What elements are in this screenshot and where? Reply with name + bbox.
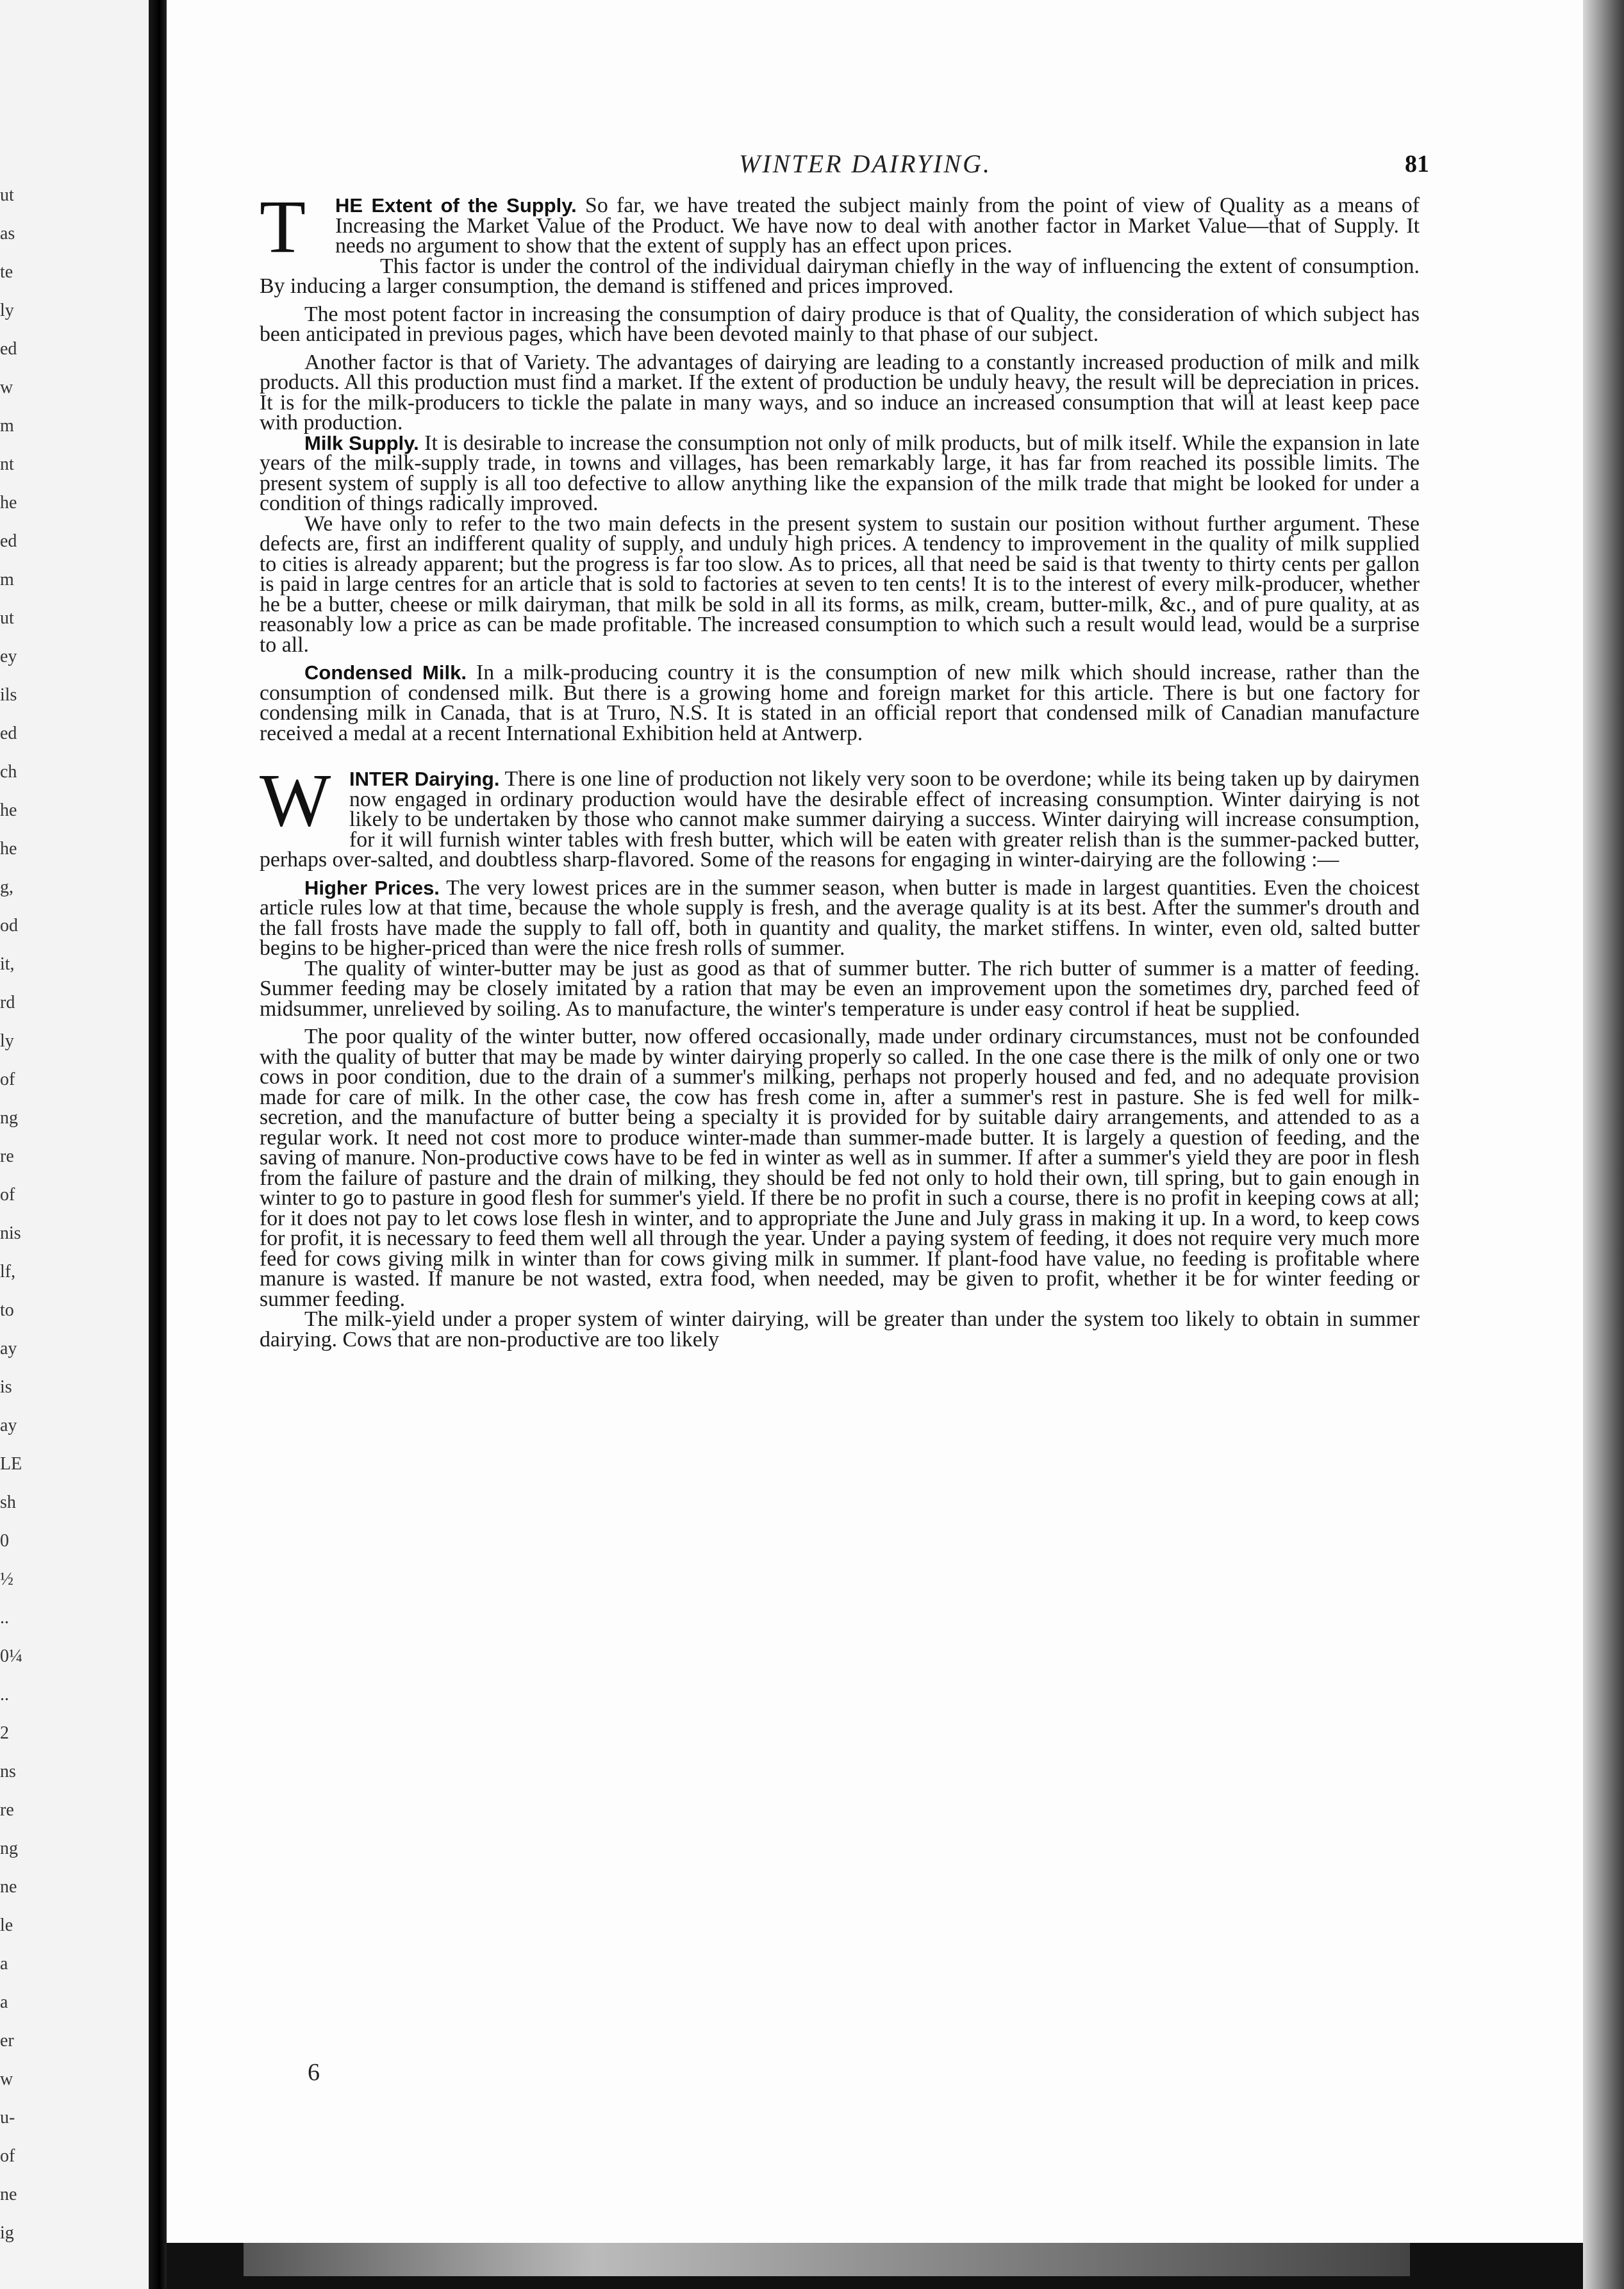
margin-fragment: w: [0, 2069, 13, 2089]
margin-fragment: re: [0, 1800, 14, 1820]
margin-fragment: u-: [0, 2108, 15, 2128]
paragraph: The poor quality of the winter butter, now offered occasionally, made under ordinary circumstances, must not be confounded with the quality of butter that may be made by winter dairying properly so called. In the one case there is the milk of only one or two cows in poor condition, due to the drain of a summer's milking, perhaps not properly housed and fed, and no adequate provision made for care of milk. In the other case, the cow has fresh come in, after a summer's rest in pasture. She is fed well for milk-secretion, and the manufacture of butter being a specialty it is provided for by suitable dairy arrangements, and attended to as a regular work. It need not cost more to produce winter-made than summer-made butter. It is largely a question of feeding, and the saving of manure. Non-productive cows have to be fed in winter as well as in summer. If after a summer's yield they are poor in flesh from the failure of pasture and the drain of milking, they should be fed not only to hold their own, till spring, but to gain enough in winter to go to pasture in good flesh for summer's yield. If there be no profit in such a course, there is no profit in keeping cows at all; for it does not pay to let cows lose flesh in winter, and to appropriate the June and July grass in making it up. In a word, to keep cows for profit, it is necessary to feed them well all through the year. Under a paying system of feeding, it does not require very much more feed for cows giving milk in winter than for cows giving milk in summer. If plant-food have value, no feeding is profitable where manure is wasted. If manure be not wasted, extra food, when needed, may be given to profit, whether it be for winter feeding or summer feeding.: [260, 1025, 1420, 1311]
margin-fragment: ly: [0, 301, 14, 320]
margin-fragment: ne: [0, 1877, 17, 1897]
margin-fragment: sh: [0, 1492, 16, 1512]
margin-fragment: a: [0, 1992, 8, 2012]
paragraph-winter-dairying: [260, 758, 1420, 872]
facing-page-strip: [0, 0, 149, 2289]
scanner-bottom-band: [244, 2243, 1410, 2276]
margin-fragment: ay: [0, 1416, 17, 1435]
margin-fragment: ed: [0, 723, 17, 743]
margin-fragment: 0¼: [0, 1646, 22, 1666]
margin-fragment: nis: [0, 1223, 21, 1243]
page-body: [260, 185, 1420, 1351]
margin-fragment: ey: [0, 647, 17, 666]
section-heading: Condensed Milk.: [304, 661, 467, 684]
paragraph-text: The very lowest prices are in the summer season, when butter is made in largest quantities. Even the choicest article rules low at that time, because the whole supply is fresh, and the average quality is at its best. After the summer's drouth and the fall frosts have made the supply to fall off, both in quantity and quality, the market stiffens. In winter, even old, salted butter begins to be higher-priced than were the nice fresh rolls of summer.: [260, 875, 1420, 960]
section-heading: Milk Supply.: [304, 431, 419, 454]
page-number: 81: [1405, 151, 1429, 178]
paragraph: The most potent factor in increasing the consumption of dairy produce is that of Quality, the consideration of which subject has been anticipated in previous pages, which have been devoted mainly to that phase of our subject.: [260, 302, 1420, 346]
margin-fragment: LE: [0, 1454, 22, 1474]
margin-fragment: 2: [0, 1723, 9, 1743]
book-gutter: [149, 0, 167, 2289]
margin-fragment: ed: [0, 339, 17, 359]
paragraph-extent-of-supply: [260, 185, 1420, 269]
signature-mark: 6: [308, 2059, 320, 2086]
paragraph: Another factor is that of Variety. The advantages of dairying are leading to a constantly increased production of milk and milk products. All this production must find a market. If the extent of production be unduly heavy, the result will be depreciation in prices. It is for the milk-producers to tickle the palate in many ways, and so induce an increased consumption that will at least keep pace with production.: [260, 350, 1420, 434]
margin-fragment: of: [0, 2146, 15, 2166]
paragraph-milk-supply: [260, 433, 1420, 514]
margin-fragment: rd: [0, 993, 15, 1012]
margin-fragment: of: [0, 1185, 15, 1205]
running-head: WINTER DAIRYING.: [739, 149, 991, 178]
margin-fragment: 0: [0, 1531, 9, 1551]
section-heading: INTER Dairying.: [349, 768, 500, 790]
margin-fragment: ½: [0, 1569, 13, 1589]
margin-fragment: a: [0, 1954, 8, 1974]
margin-fragment: lf,: [0, 1262, 16, 1282]
margin-fragment: ng: [0, 1839, 18, 1858]
margin-fragment: m: [0, 570, 14, 590]
margin-fragment: ig: [0, 2223, 14, 2243]
margin-fragment: ch: [0, 762, 17, 782]
margin-fragment: he: [0, 800, 17, 820]
paragraph: This factor is under the control of the individual dairyman chiefly in the way of influencing the extent of consumption. By inducing a larger consumption, the demand is stiffened and prices improved.: [260, 254, 1420, 298]
margin-fragment: ils: [0, 685, 17, 705]
paragraph-higher-prices: [260, 875, 1420, 960]
paragraph: The milk-yield under a proper system of winter dairying, will be greater than under the system too likely to obtain in summer dairying. Cows that are non-productive are too likely: [260, 1307, 1420, 1351]
margin-fragment: ut: [0, 185, 14, 205]
paragraph-text: It is desirable to increase the consumption not only of milk products, but of milk itself. While the expansion in late years of the milk-supply trade, in towns and villages, has been remarkably large, it has far from reached its possible limits. The present system of supply is all too defective to allow anything like the expansion of the milk trade that might be looked for under a condition of things radically improved.: [260, 431, 1420, 515]
margin-fragment: m: [0, 416, 14, 436]
margin-fragment: re: [0, 1146, 14, 1166]
paragraph: We have only to refer to the two main defects in the present system to sustain our position without further argument. These defects are, first an indifferent quality of supply, and unduly high prices. A tendency to improvement in the quality of milk supplied to cities is already apparent; but the progress is far too slow. As to prices, all that need be said is that twenty to thirty cents per gallon is paid in large centres for an article that is sold to factories at seven to ten cents! It is to the interest of every milk-producer, whether he be a butter, cheese or milk dairyman, that milk be sold in all its forms, as milk, cream, butter-milk, &c., and of pure quality, at as reasonably low a price as can be made profitable. The increased consumption to which such a result would lead, would be a surprise to all.: [260, 511, 1420, 657]
margin-fragment: ut: [0, 608, 14, 628]
margin-fragment: ..: [0, 1685, 9, 1705]
margin-fragment: ..: [0, 1608, 9, 1628]
margin-fragment: to: [0, 1300, 14, 1320]
margin-fragment: ay: [0, 1339, 17, 1359]
margin-fragment: te: [0, 262, 13, 282]
margin-fragment: is: [0, 1377, 12, 1397]
margin-fragment: od: [0, 916, 18, 936]
margin-fragment: g,: [0, 877, 13, 897]
margin-fragment: ne: [0, 2185, 17, 2204]
margin-fragment: nt: [0, 454, 14, 474]
margin-fragment: of: [0, 1070, 15, 1089]
margin-fragment: ns: [0, 1762, 16, 1781]
paragraph-text: In a milk-producing country it is the consumption of new milk which should increase, rather than the consumption of condensed milk. But there is a growing home and foreign market for this article. There is but one factory for condensing milk in Canada, that is at Truro, N.S. It is stated in an official report that condensed milk of Canadian manufacture received a medal at a recent International Exhibition held at Antwerp.: [260, 661, 1420, 745]
margin-fragment: le: [0, 1915, 13, 1935]
section-heading: HE Extent of the Supply.: [335, 194, 577, 217]
paragraph-text: There is one line of production not likely very soon to be overdone; while its being taken up by dairymen now engaged in ordinary production would have the desirable effect of increasing consumption. Winter dairying is not likely to be undertaken by those who cannot make summer dairying a success. Winter dairying will increase consumption, for it will furnish winter tables with fresh butter, which will be eaten with greater relish than is the summer-packed butter, perhaps over-salted, and doubtless sharp-flavored. Some of the reasons for engaging in winter-dairying are the following :—: [260, 767, 1420, 872]
margin-fragment: as: [0, 224, 15, 244]
margin-fragment: ng: [0, 1108, 18, 1128]
section-heading: Higher Prices.: [304, 876, 440, 899]
margin-fragment: ly: [0, 1031, 14, 1051]
margin-fragment: he: [0, 493, 17, 513]
margin-fragment: er: [0, 2031, 14, 2051]
drop-cap: W: [260, 758, 331, 842]
margin-fragment: w: [0, 377, 13, 397]
margin-fragment: he: [0, 839, 17, 859]
margin-fragment: ed: [0, 531, 17, 551]
margin-fragment: it,: [0, 954, 15, 974]
paragraph: The quality of winter-butter may be just as good as that of summer butter. The rich butter of summer is a matter of feeding. Summer feeding may be closely imitated by a ration that may be even an improvement upon the sometimes dry, parched feed of midsummer, unrelieved by soiling. As to manufacture, the winter's temperature is under easy control if heat be supplied.: [260, 956, 1420, 1021]
page-edge-shadow: [1583, 0, 1624, 2289]
drop-cap: T: [260, 185, 306, 269]
paragraph-text: So far, we have treated the subject mainly from the point of view of Quality as a means of Increasing the Market Value of the Product. We have now to deal with another factor in Market Value—that of Supply. It needs no argument to show that the extent of supply has an effect upon prices.: [335, 194, 1420, 258]
paragraph-condensed-milk: [260, 663, 1420, 743]
